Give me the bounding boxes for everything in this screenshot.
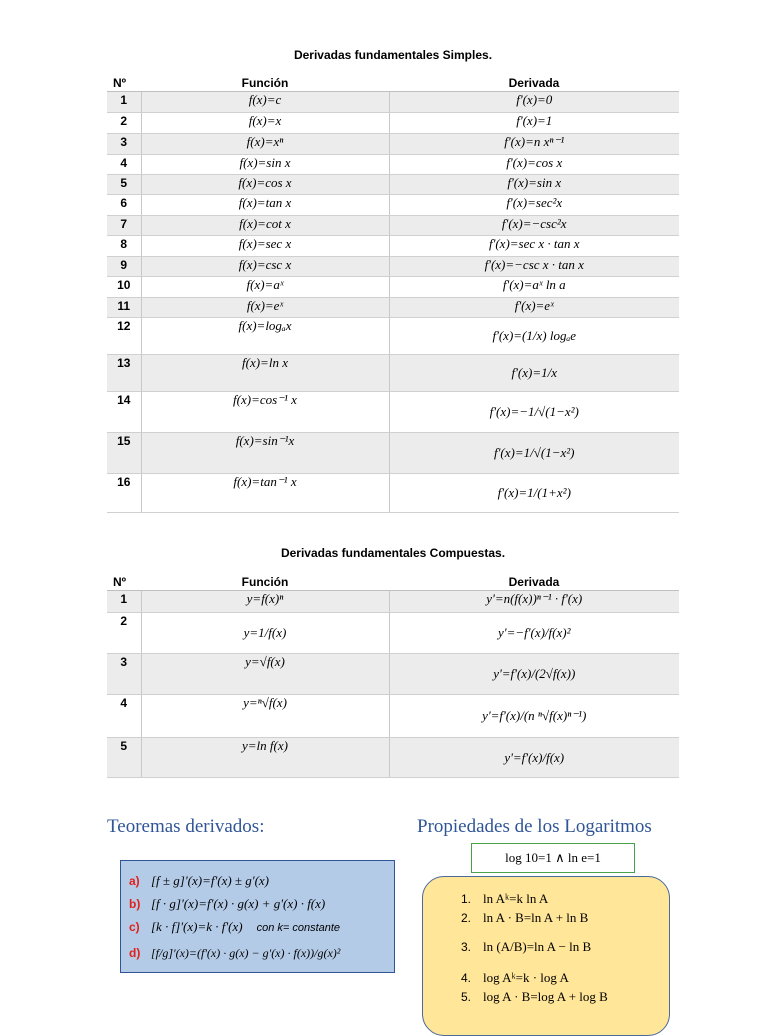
function-expr: f(x)=logₐx (238, 318, 292, 333)
function-expr: y=1/f(x) (243, 625, 287, 640)
table-row (107, 236, 679, 257)
derivative-expr: f'(x)=1/√(1−x²) (494, 445, 575, 460)
property-number: 5. (461, 990, 472, 1004)
table-row (107, 695, 679, 738)
table-row (107, 433, 679, 474)
row-function (141, 257, 389, 277)
derivative-expr: f'(x)=(1/x) logₐe (492, 328, 577, 343)
derivative-expr: f'(x)=sin x (507, 175, 562, 190)
row-derivative (389, 236, 679, 257)
theorem-item (129, 896, 325, 912)
table-row (107, 355, 679, 392)
compound-derivatives-table (107, 573, 679, 778)
row-function (141, 318, 389, 355)
table-row (107, 113, 679, 134)
derivative-expr: f'(x)=0 (516, 92, 553, 107)
row-number: 7 (107, 216, 141, 236)
function-expr: f(x)=cos⁻¹ x (233, 392, 297, 407)
row-function (141, 134, 389, 155)
row-derivative (389, 257, 679, 277)
row-function (141, 236, 389, 257)
row-number: 6 (107, 195, 141, 216)
table-row (107, 277, 679, 298)
function-expr: f(x)=xⁿ (246, 134, 284, 149)
theorems-box (120, 860, 395, 973)
property-number: 3. (461, 940, 472, 954)
row-function (141, 695, 389, 738)
header-number: Nº (107, 573, 141, 591)
row-number: 5 (107, 175, 141, 195)
row-derivative (389, 654, 679, 695)
derivative-expr: f'(x)=eˣ (514, 298, 554, 313)
log-property (461, 939, 591, 955)
function-expr: f(x)=c (248, 92, 282, 107)
row-derivative (389, 392, 679, 433)
header-derivative: Derivada (389, 74, 679, 92)
function-expr: y=f(x)ⁿ (246, 591, 284, 606)
row-derivative (389, 277, 679, 298)
row-function (141, 92, 389, 113)
row-number: 3 (107, 654, 141, 695)
derivative-expr: f'(x)=1 (516, 113, 553, 128)
row-derivative (389, 591, 679, 613)
log-property (461, 989, 608, 1005)
property-expr: ln Aᵏ=k ln A (483, 891, 549, 906)
theorem-letter: b) (129, 897, 141, 911)
table-row (107, 613, 679, 654)
derivative-expr: y'=n(f(x))ⁿ⁻¹ · f'(x) (486, 591, 583, 606)
table-row (107, 654, 679, 695)
table-row (107, 474, 679, 513)
theorem-item (129, 873, 269, 889)
row-derivative (389, 216, 679, 236)
derivative-expr: f'(x)=−csc²x (501, 216, 567, 231)
property-expr: log A · B=log A + log B (483, 989, 608, 1004)
log-properties-box (422, 876, 670, 1036)
derivative-expr: f'(x)=cos x (506, 155, 563, 170)
property-number: 4. (461, 971, 472, 985)
row-number: 15 (107, 433, 141, 474)
row-derivative (389, 613, 679, 654)
derivative-expr: f'(x)=n xⁿ⁻¹ (504, 134, 565, 149)
derivative-expr: f'(x)=1/(1+x²) (497, 485, 571, 500)
function-expr: f(x)=eˣ (246, 298, 284, 313)
row-function (141, 216, 389, 236)
property-expr: log Aᵏ=k · log A (483, 970, 569, 985)
property-expr: ln A · B=ln A + ln B (483, 910, 589, 925)
row-function (141, 474, 389, 513)
row-derivative (389, 355, 679, 392)
function-expr: f(x)=aˣ (246, 277, 284, 292)
row-derivative (389, 318, 679, 355)
table-row (107, 216, 679, 236)
table-row (107, 175, 679, 195)
derivative-expr: y'=−f'(x)/f(x)² (498, 625, 571, 640)
property-number: 2. (461, 911, 472, 925)
row-number: 14 (107, 392, 141, 433)
derivative-expr: f'(x)=−csc x · tan x (484, 257, 584, 272)
row-number: 5 (107, 738, 141, 778)
table-row (107, 591, 679, 613)
function-expr: f(x)=sec x (238, 236, 292, 251)
row-function (141, 613, 389, 654)
table-row (107, 318, 679, 355)
row-derivative (389, 92, 679, 113)
header-function: Función (141, 573, 389, 591)
row-derivative (389, 738, 679, 778)
theorem-item (129, 919, 340, 935)
row-function (141, 298, 389, 318)
row-function (141, 433, 389, 474)
row-number: 2 (107, 113, 141, 134)
function-expr: y=ⁿ√f(x) (243, 695, 287, 710)
theorem-letter: d) (129, 946, 141, 960)
derivative-expr: y'=f'(x)/(2√f(x)) (493, 666, 576, 681)
row-derivative (389, 298, 679, 318)
theorem-expr: [f · g]'(x)=f'(x) · g(x) + g'(x) · f(x) (151, 896, 326, 911)
row-function (141, 277, 389, 298)
row-number: 13 (107, 355, 141, 392)
theorem-expr: [f ± g]'(x)=f'(x) ± g'(x) (151, 873, 270, 888)
function-expr: f(x)=tan⁻¹ x (233, 474, 297, 489)
row-derivative (389, 175, 679, 195)
theorem-note: con k= constante (256, 922, 341, 934)
row-function (141, 113, 389, 134)
row-function (141, 155, 389, 175)
function-expr: f(x)=csc x (238, 257, 292, 272)
log-property (461, 970, 569, 986)
logarithms-heading: Propiedades de los Logaritmos (417, 816, 652, 837)
derivative-expr: f'(x)=sec²x (506, 195, 563, 210)
function-expr: f(x)=sin x (239, 155, 291, 170)
row-function (141, 591, 389, 613)
table-row (107, 92, 679, 113)
table-row (107, 738, 679, 778)
row-number: 3 (107, 134, 141, 155)
row-number: 1 (107, 591, 141, 613)
derivative-expr: f'(x)=1/x (511, 365, 557, 380)
row-function (141, 195, 389, 216)
simple-table-title: Derivadas fundamentales Simples. (293, 48, 493, 62)
derivative-expr: f'(x)=sec x · tan x (488, 236, 580, 251)
row-function (141, 392, 389, 433)
table-header-row (107, 74, 679, 92)
theorems-heading: Teoremas derivados: (107, 816, 265, 837)
row-number: 16 (107, 474, 141, 513)
row-number: 12 (107, 318, 141, 355)
row-function (141, 738, 389, 778)
row-derivative (389, 195, 679, 216)
row-derivative (389, 474, 679, 513)
header-function: Función (141, 74, 389, 92)
function-expr: f(x)=sin⁻¹x (235, 433, 295, 448)
function-expr: f(x)=tan x (238, 195, 292, 210)
theorem-expr: [k · f]'(x)=k · f'(x) (151, 919, 243, 934)
header-derivative: Derivada (389, 573, 679, 591)
table-row (107, 257, 679, 277)
function-expr: y=ln f(x) (242, 738, 288, 753)
compound-table-title: Derivadas fundamentales Compuestas. (280, 546, 506, 560)
log-identity-box (471, 843, 635, 873)
row-number: 9 (107, 257, 141, 277)
log-identity: log 10=1 ∧ ln e=1 (505, 850, 601, 865)
row-number: 1 (107, 92, 141, 113)
table-row (107, 298, 679, 318)
table-header-row (107, 573, 679, 591)
function-expr: f(x)=cot x (239, 216, 291, 231)
row-number: 11 (107, 298, 141, 318)
row-derivative (389, 113, 679, 134)
simple-derivatives-table (107, 74, 679, 513)
row-function (141, 355, 389, 392)
row-derivative (389, 695, 679, 738)
row-number: 2 (107, 613, 141, 654)
row-number: 10 (107, 277, 141, 298)
theorem-letter: c) (129, 920, 140, 934)
row-number: 8 (107, 236, 141, 257)
row-derivative (389, 155, 679, 175)
table-row (107, 195, 679, 216)
property-expr: ln (A/B)=ln A − ln B (483, 939, 592, 954)
function-expr: f(x)=x (248, 113, 282, 128)
derivative-expr: f'(x)=−1/√(1−x²) (489, 404, 579, 419)
row-derivative (389, 134, 679, 155)
table-row (107, 155, 679, 175)
function-expr: y=√f(x) (245, 654, 285, 669)
row-number: 4 (107, 155, 141, 175)
row-function (141, 654, 389, 695)
derivative-expr: f'(x)=aˣ ln a (502, 277, 566, 292)
derivative-expr: y'=f'(x)/f(x) (504, 749, 565, 765)
table-row (107, 392, 679, 433)
theorem-letter: a) (129, 874, 140, 888)
derivative-expr: y'=f'(x)/(n ⁿ√f(x)ⁿ⁻¹) (482, 708, 587, 723)
row-number: 4 (107, 695, 141, 738)
table-row (107, 134, 679, 155)
function-expr: f(x)=ln x (242, 355, 288, 370)
row-function (141, 175, 389, 195)
log-property (461, 910, 588, 926)
log-property (461, 891, 548, 907)
header-number: Nº (107, 74, 141, 92)
property-number: 1. (461, 892, 472, 906)
theorem-item (129, 946, 340, 961)
theorem-expr: [f/g]'(x)=(f'(x) · g(x) − g'(x) · f(x))/g(x)² (151, 946, 341, 960)
row-derivative (389, 433, 679, 474)
function-expr: f(x)=cos x (238, 175, 292, 190)
